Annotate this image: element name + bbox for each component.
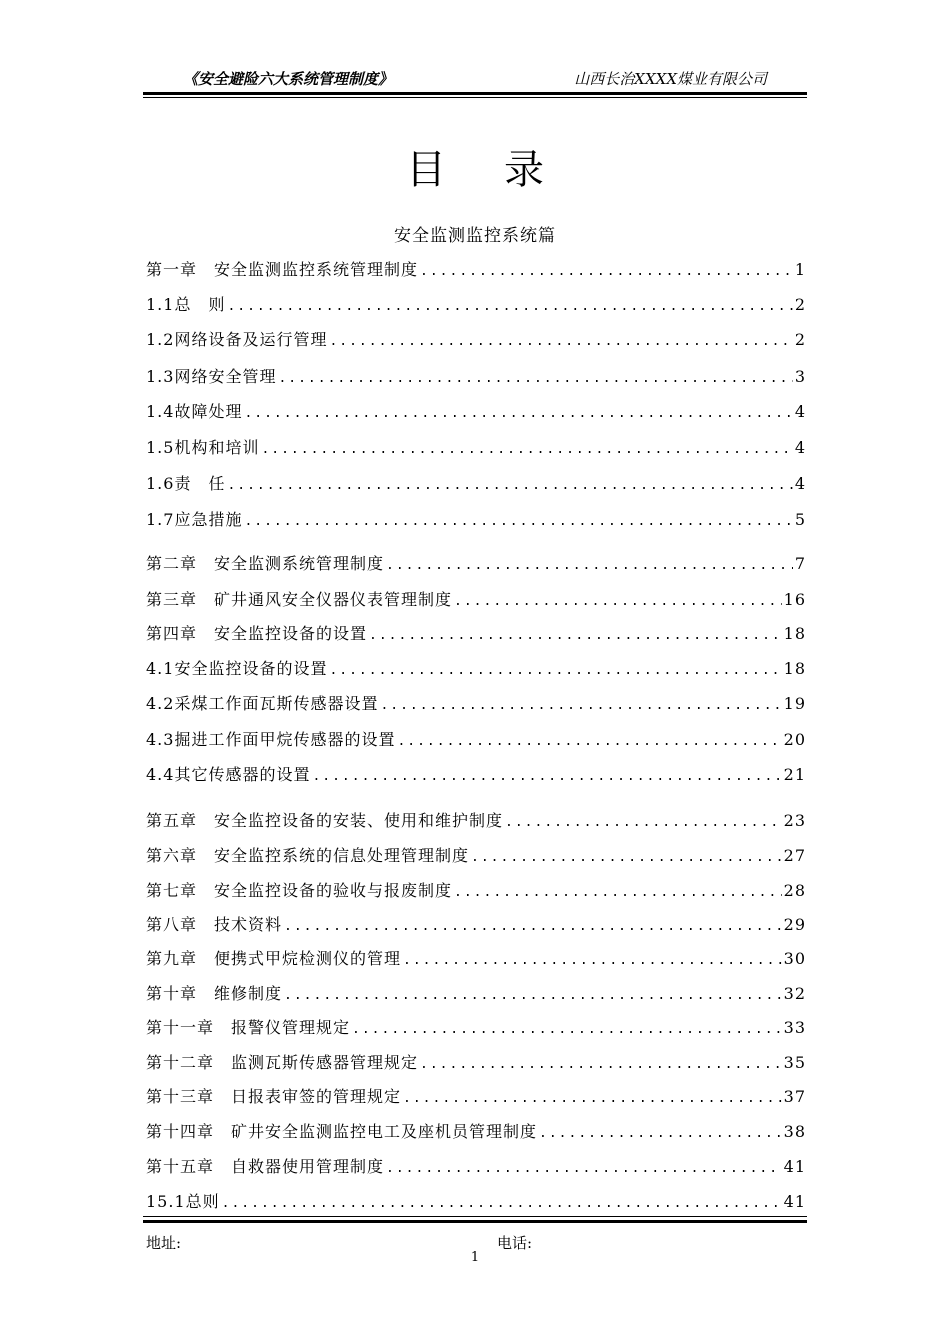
toc-entry-page-number: 33 [783,1018,806,1037]
toc-entry-page-number: 23 [783,811,806,830]
toc-entry-label: 第十一章 报警仪管理规定 [146,1018,351,1037]
toc-entry-page-number: 2 [794,330,806,349]
toc-entry-label: 第三章 矿井通风安全仪器仪表管理制度 [146,590,453,609]
toc-entry[interactable] [146,364,806,388]
toc-dot-leader [244,514,792,534]
toc-dot-leader [386,558,793,578]
toc-dot-leader [386,1161,782,1181]
footer-address-label: 地址: [146,1234,182,1252]
toc-entry-label: 第八章 技术资料 [146,915,283,934]
toc-entry-label: 第十二章 监测瓦斯传感器管理规定 [146,1053,419,1072]
toc-entry-page-number: 4 [794,438,806,457]
footer-rule-thick [143,1220,807,1223]
toc-entry[interactable] [146,1189,806,1213]
toc-entry[interactable] [146,327,806,351]
toc-entry[interactable] [146,1154,806,1178]
toc-entry[interactable] [146,551,806,575]
toc-dot-leader [329,663,781,683]
toc-entry-label: 第九章 便携式甲烷检测仪的管理 [146,949,402,968]
toc-entry-label: 第十五章 自救器使用管理制度 [146,1157,385,1176]
toc-entry-page-number: 21 [783,765,806,784]
page-title: 目录 [406,147,602,193]
toc-entry-label: 第二章 安全监测系统管理制度 [146,554,385,573]
page-header [143,66,807,90]
footer-rule-thin [143,1216,807,1217]
toc-entry-label: 1.2网络设备及运行管理 [146,330,328,349]
toc-entry-page-number: 4 [794,402,806,421]
toc-entry-label: 1.1总 则 [146,295,226,314]
toc-entry-page-number: 28 [783,881,806,900]
header-company-name: 山西长治XXXX煤业有限公司 [574,70,767,88]
toc-dot-leader [403,953,782,973]
toc-entry-label: 1.7应急措施 [146,510,243,529]
toc-dot-leader [471,850,782,870]
toc-entry-page-number: 30 [783,949,806,968]
toc-entry-page-number: 5 [794,510,806,529]
toc-entry-label: 第四章 安全监控设备的设置 [146,624,368,643]
toc-entry[interactable] [146,691,806,715]
toc-entry-page-number: 1 [794,260,806,279]
toc-entry-page-number: 4 [794,474,806,493]
toc-dot-leader [284,919,782,939]
toc-entry-page-number: 41 [783,1157,806,1176]
toc-entry-label: 第一章 安全监测监控系统管理制度 [146,260,419,279]
toc-dot-leader [227,478,792,498]
toc-entry-page-number: 18 [783,624,806,643]
toc-dot-leader [244,406,792,426]
toc-entry-page-number: 3 [794,367,806,386]
toc-entry-label: 1.5机构和培训 [146,438,260,457]
toc-entry-label: 15.1总则 [146,1192,220,1211]
toc-entry-label: 1.4故障处理 [146,402,243,421]
toc-entry-label: 第五章 安全监控设备的安装、使用和维护制度 [146,811,504,830]
toc-entry-page-number: 19 [783,694,806,713]
toc-entry[interactable] [146,808,806,832]
toc-dot-leader [312,769,781,789]
footer-phone-label: 电话: [497,1234,533,1252]
toc-entry[interactable] [146,656,806,680]
header-rule-thin [143,97,807,98]
toc-dot-leader [505,815,782,835]
toc-dot-leader [397,734,781,754]
toc-entry[interactable] [146,587,806,611]
toc-entry-page-number: 41 [783,1192,806,1211]
toc-entry-page-number: 37 [783,1087,806,1106]
toc-entry[interactable] [146,762,806,786]
toc-entry[interactable] [146,981,806,1005]
toc-entry[interactable] [146,621,806,645]
toc-entry[interactable] [146,727,806,751]
toc-entry-label: 4.1安全监控设备的设置 [146,659,328,678]
toc-dot-leader [261,442,792,462]
toc-entry-label: 第七章 安全监控设备的验收与报废制度 [146,881,453,900]
toc-entry[interactable] [146,292,806,316]
toc-entry-page-number: 27 [783,846,806,865]
toc-entry-page-number: 38 [783,1122,806,1141]
toc-dot-leader [352,1022,782,1042]
toc-entry-page-number: 18 [783,659,806,678]
toc-entry-page-number: 32 [783,984,806,1003]
toc-entry-page-number: 16 [783,590,806,609]
toc-entry[interactable] [146,946,806,970]
toc-dot-leader [222,1196,782,1216]
toc-entry-label: 4.4其它传感器的设置 [146,765,311,784]
toc-dot-leader [329,334,792,354]
toc-entry-page-number: 35 [783,1053,806,1072]
section-title: 安全监测监控系统篇 [394,226,556,246]
toc-dot-leader [380,698,781,718]
toc-entry[interactable] [146,1084,806,1108]
toc-entry[interactable] [146,912,806,936]
toc-dot-leader [539,1126,782,1146]
toc-entry[interactable] [146,507,806,531]
toc-entry-page-number: 2 [794,295,806,314]
toc-dot-leader [403,1091,782,1111]
toc-entry[interactable] [146,843,806,867]
toc-dot-leader [420,264,793,284]
toc-entry-label: 4.2采煤工作面瓦斯传感器设置 [146,694,379,713]
page-number: 1 [470,1250,480,1265]
toc-dot-leader [454,885,782,905]
header-document-title: 《安全避险六大系统管理制度》 [183,70,394,88]
toc-entry[interactable] [146,1119,806,1143]
toc-entry-label: 第六章 安全监控系统的信息处理管理制度 [146,846,470,865]
toc-entry-page-number: 7 [794,554,806,573]
toc-entry-page-number: 29 [783,915,806,934]
toc-dot-leader [284,988,782,1008]
toc-dot-leader [369,628,782,648]
toc-entry[interactable] [146,471,806,495]
toc-entry[interactable] [146,1015,806,1039]
toc-dot-leader [454,594,782,614]
toc-entry-label: 1.3网络安全管理 [146,367,277,386]
toc-entry[interactable] [146,399,806,423]
toc-entry-label: 第十四章 矿井安全监测监控电工及座机员管理制度 [146,1122,538,1141]
toc-entry-page-number: 20 [783,730,806,749]
toc-entry[interactable] [146,878,806,902]
header-rule-thick [143,92,807,95]
toc-dot-leader [278,371,792,391]
toc-entry-label: 4.3掘进工作面甲烷传感器的设置 [146,730,396,749]
toc-entry[interactable] [146,435,806,459]
toc-entry[interactable] [146,257,806,281]
toc-entry[interactable] [146,1050,806,1074]
toc-entry-label: 第十章 维修制度 [146,984,283,1003]
toc-entry-label: 1.6责 任 [146,474,226,493]
toc-entry-label: 第十三章 日报表审签的管理规定 [146,1087,402,1106]
toc-dot-leader [420,1057,782,1077]
toc-dot-leader [227,299,792,319]
